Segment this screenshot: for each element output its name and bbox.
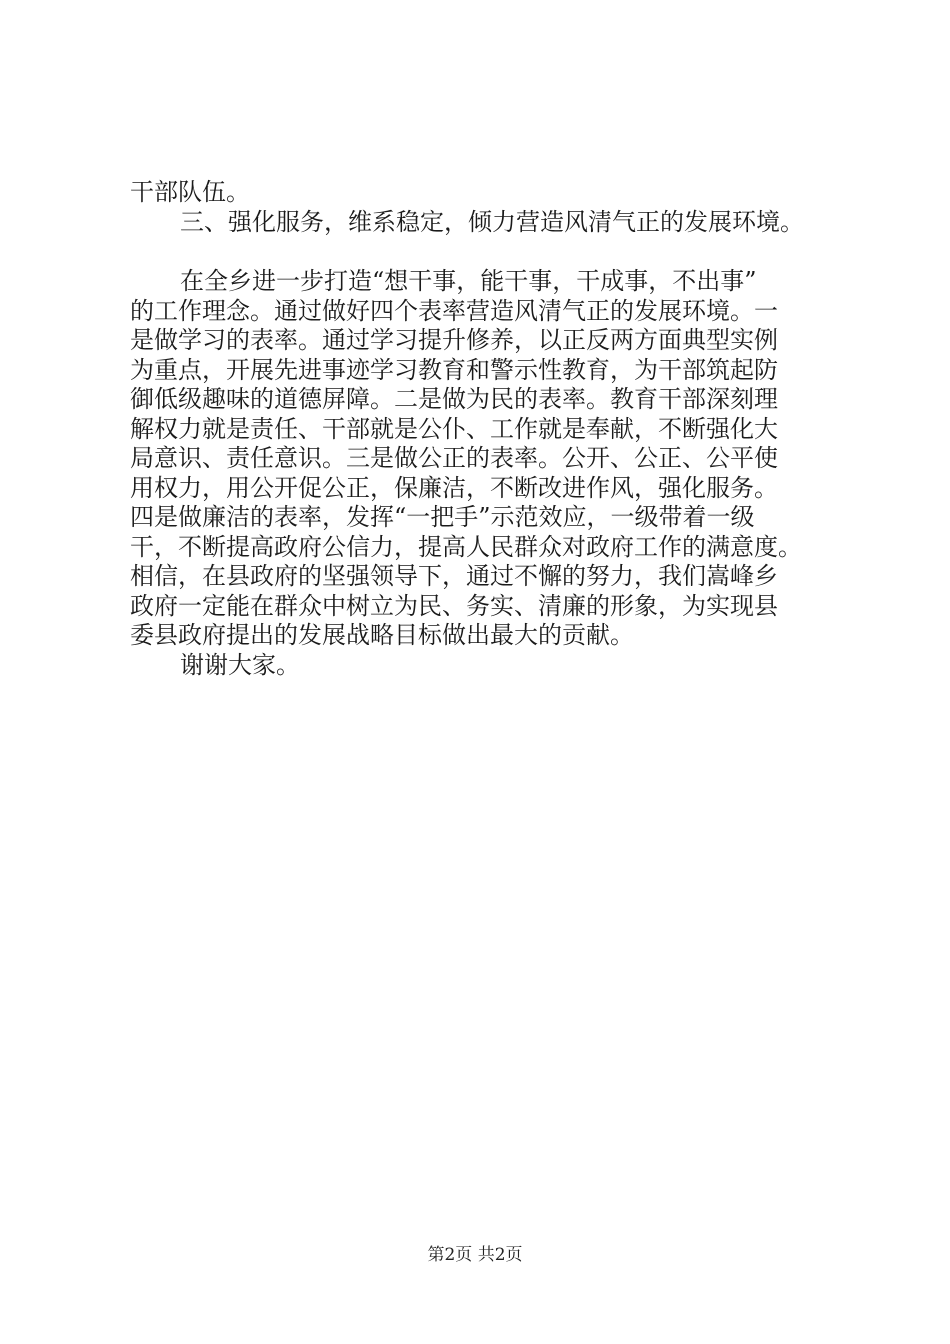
paragraph-line: 四是做廉洁的表率，发挥“一把手”示范效应，一级带着一级 xyxy=(130,503,755,531)
paragraph-line: 干，不断提高政府公信力，提高人民群众对政府工作的满意度。 xyxy=(130,532,802,561)
paragraph-line: 为重点，开展先进事迹学习教育和警示性教育，为干部筑起防 xyxy=(130,355,778,384)
paragraph-line: 的工作理念。通过做好四个表率营造风清气正的发展环境。一 xyxy=(130,296,778,325)
paragraph-line: 解权力就是责任、干部就是公仆、工作就是奉献，不断强化大 xyxy=(130,414,778,443)
paragraph-line: 是做学习的表率。通过学习提升修养，以正反两方面典型实例 xyxy=(130,326,778,354)
document-body xyxy=(130,178,855,680)
paragraph-line: 御低级趣味的道德屏障。二是做为民的表率。教育干部深刻理 xyxy=(130,385,778,413)
page-number-footer: 第2页 共2页 xyxy=(427,1245,523,1265)
paragraph-line: 相信，在县政府的坚强领导下，通过不懈的努力，我们嵩峰乡 xyxy=(130,562,778,590)
body-paragraph xyxy=(130,267,855,651)
continuation-line: 干部队伍。 xyxy=(130,178,250,206)
paragraph-line: 用权力，用公开促公正，保廉洁，不断改进作风，强化服务。 xyxy=(130,473,778,502)
paragraph-gap xyxy=(130,237,855,267)
paragraph-line: 在全乡进一步打造“想干事，能干事，干成事，不出事” xyxy=(180,267,757,295)
paragraph-line: 局意识、责任意识。三是做公正的表率。公开、公正、公平使 xyxy=(130,444,778,472)
paragraph-line: 政府一定能在群众中树立为民、务实、清廉的形象，为实现县 xyxy=(130,591,778,620)
closing-line: 谢谢大家。 xyxy=(180,650,300,679)
section-heading: 三、强化服务，维系稳定，倾力营造风清气正的发展环境。 xyxy=(180,207,804,236)
paragraph-line: 委县政府提出的发展战略目标做出最大的贡献。 xyxy=(130,621,634,649)
